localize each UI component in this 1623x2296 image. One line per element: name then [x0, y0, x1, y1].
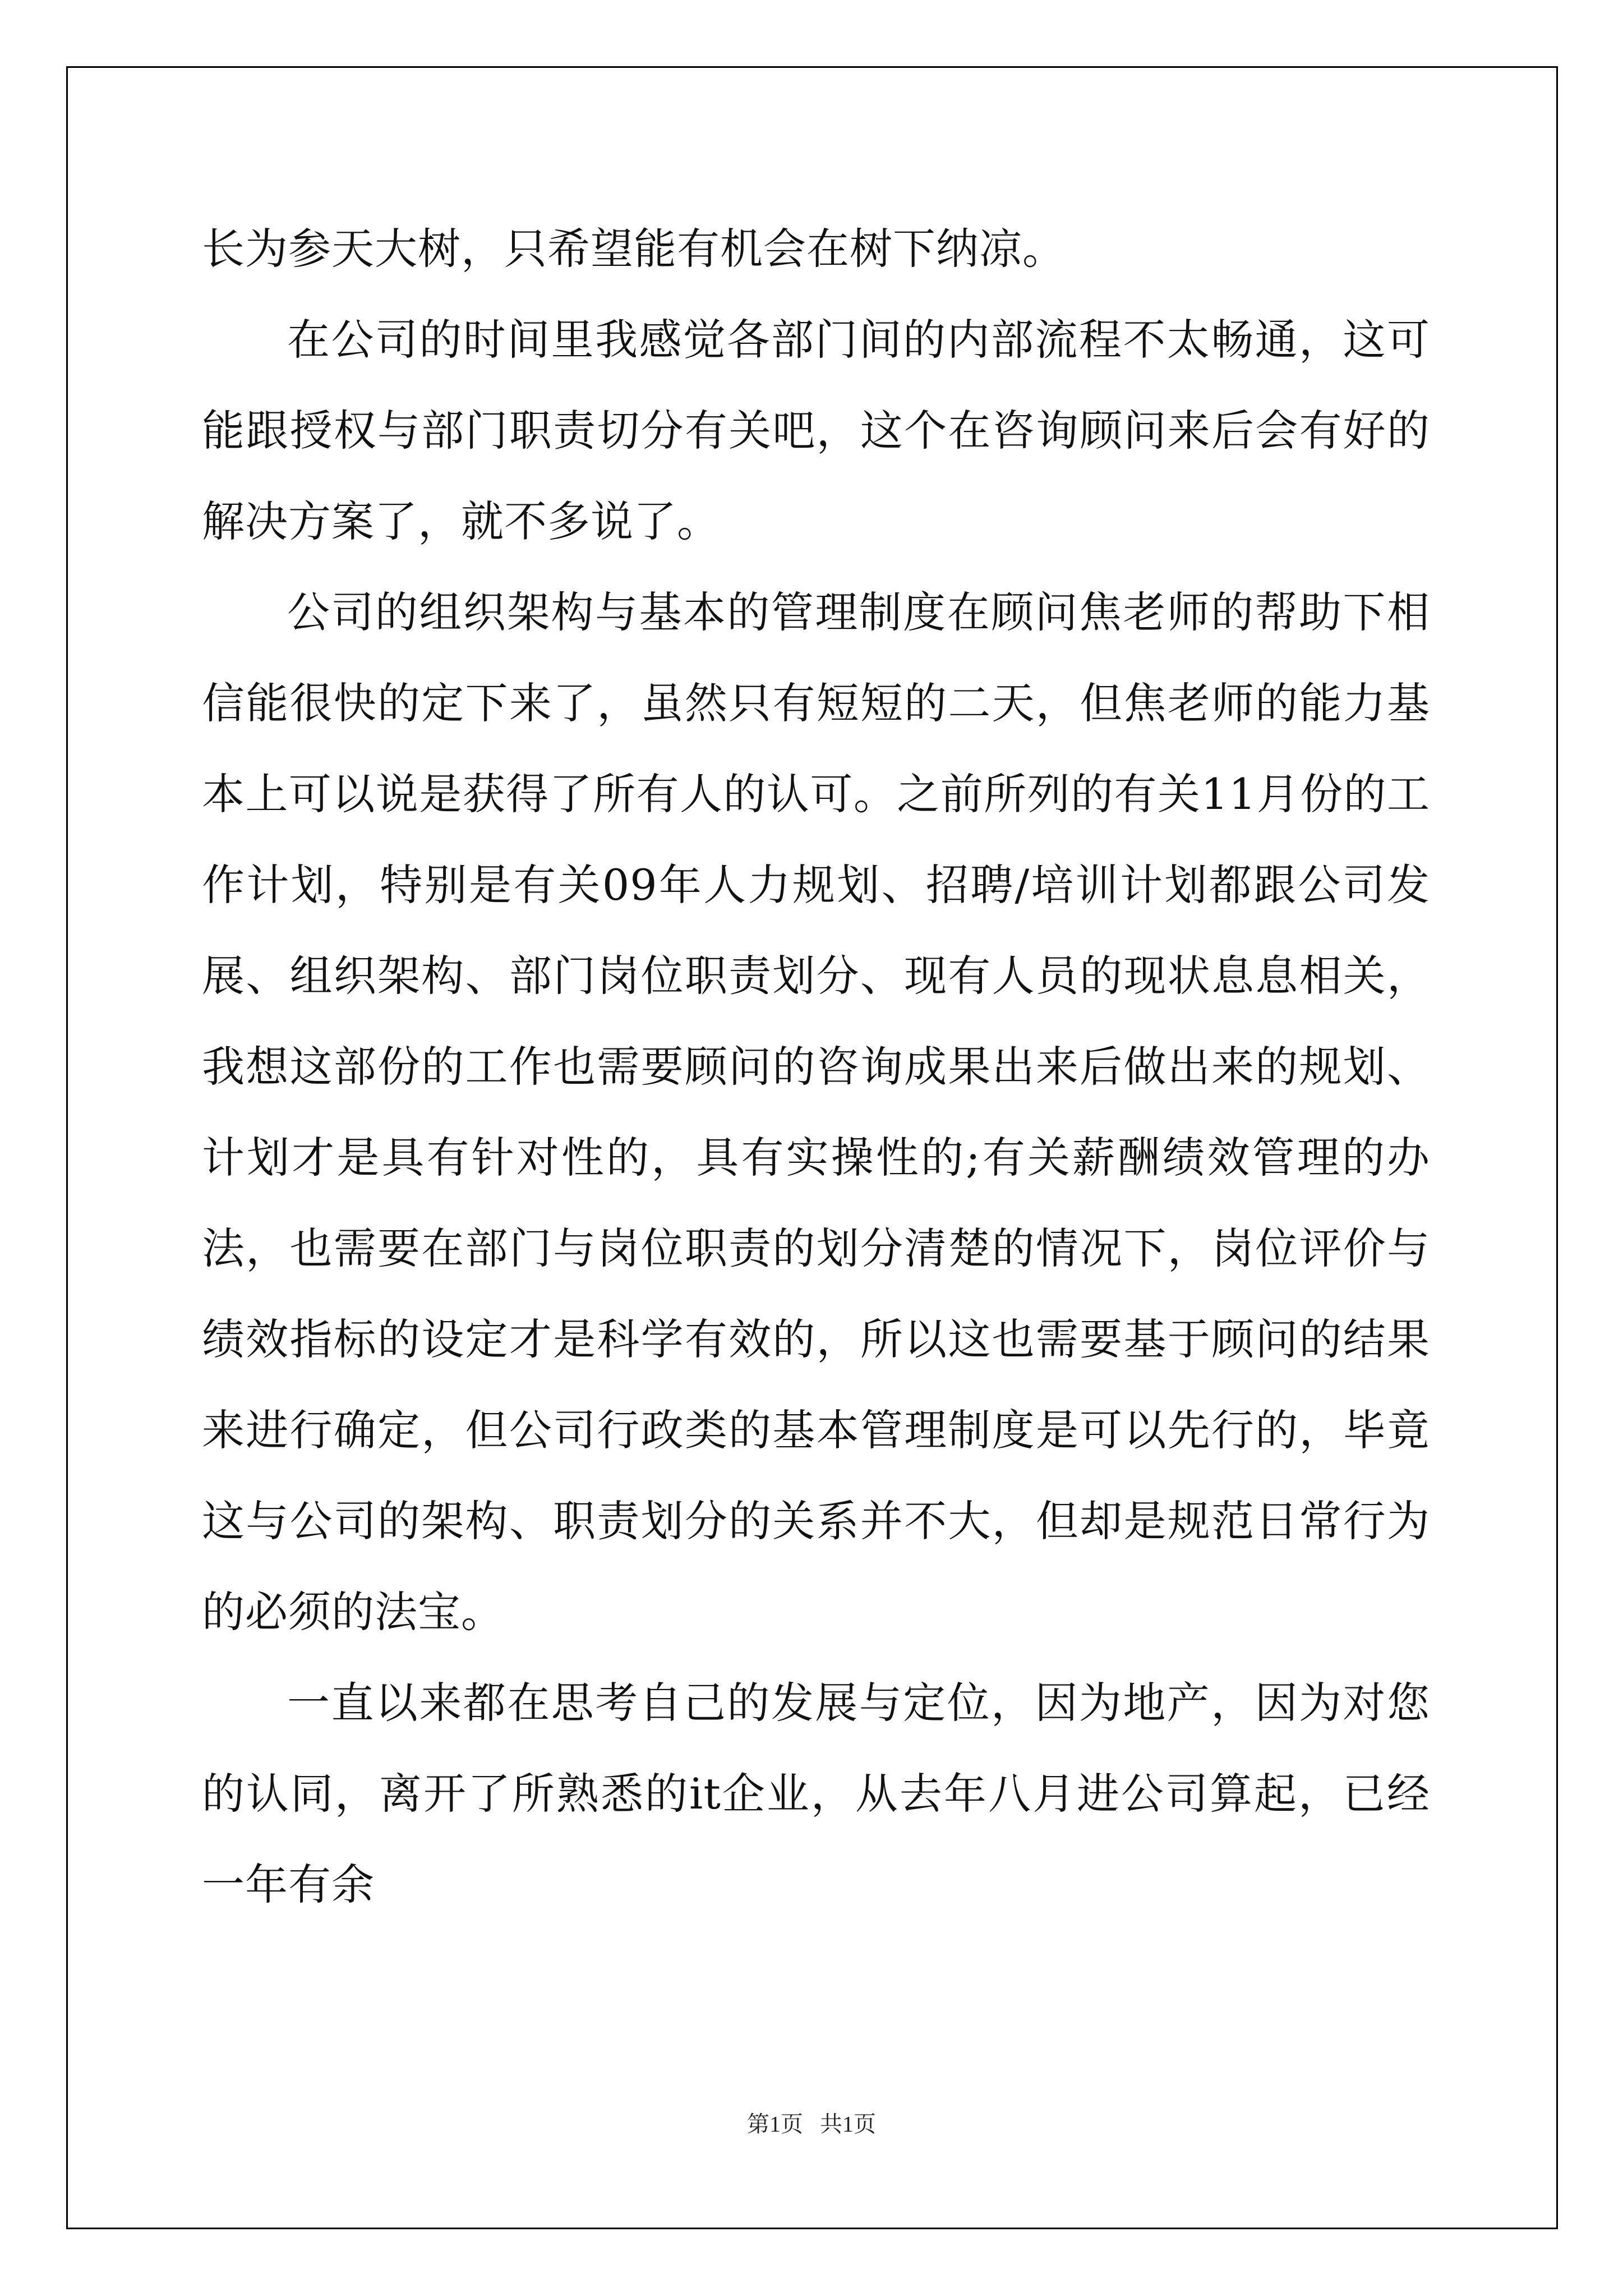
paragraph-1: 长为参天大树，只希望能有机会在树下纳凉。: [202, 224, 1066, 274]
paragraph-4: 一直以来都在思考自己的发展与定位，因为地产，因为对您的认同，离开了所熟悉的it企业，从去年八月进公司算起，已经一年有余: [202, 1678, 1430, 1910]
paragraph-3: 公司的组织架构与基本的管理制度在顾问焦老师的帮助下相信能很快的定下来了，虽然只有短短的二天，但焦老师的能力基本上可以说是获得了所有人的认可。之前所列的有关11月份的工作计划，特别是有关09年人力规划、招聘/培训计划都跟公司发展、组织架构、部门岗位职责划分、现有人员的现状息息相关，我想这部份的工作也需要顾问的咨询成果出来后做出来的规划、计划才是具有针对性的，具有实操性的;有关薪酬绩效管理的办法，也需要在部门与岗位职责的划分清楚的情况下，岗位评价与绩效指标的设定才是科学有效的，所以这也需要基于顾问的结果来进行确定，但公司行政类的基本管理制度是可以先行的，毕竟这与公司的架构、职责划分的关系并不大，但却是规范日常行为的必须的法宝。: [202, 587, 1430, 1637]
paragraph-2: 在公司的时间里我感觉各部门间的内部流程不太畅通，这可能跟授权与部门职责切分有关吧，这个在咨询顾问来后会有好的解决方案了，就不多说了。: [202, 315, 1430, 546]
document-body: [202, 204, 1430, 1930]
page-number-footer: 第1页 共1页: [747, 2111, 876, 2137]
